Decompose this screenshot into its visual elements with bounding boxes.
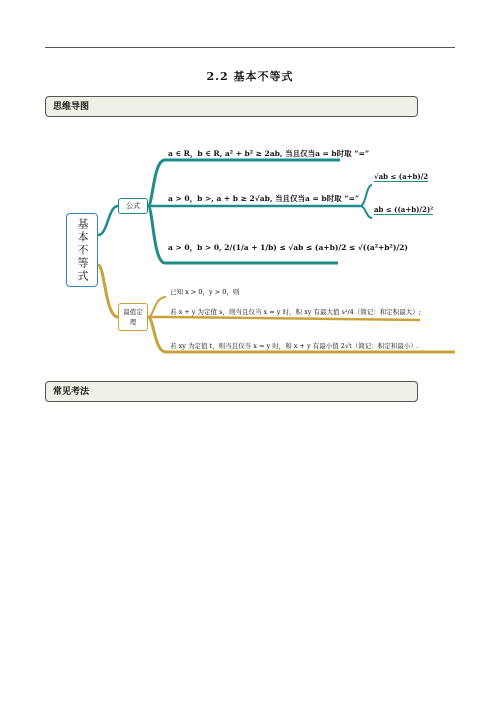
extreme-item-product: 若 xy 为定值 t，则当且仅当 x = y 时，和 x + y 有最小值 2√t（简记：积定和最小）.	[170, 342, 419, 350]
section-mindmap-heading: 思维导图	[45, 96, 418, 117]
formula-item-3: a > 0，b > 0, 2/(1/a + 1/b) ≤ √ab ≤ (a+b)/2 ≤ √((a²+b²)/2)	[168, 243, 408, 252]
formula-item-1: a ∈ R，b ∈ R, a² + b² ≥ 2ab, 当且仅当a = b时取 “=”	[168, 149, 370, 158]
branch-formula: 公式	[118, 198, 148, 214]
formula-side-1: √ab ≤ (a+b)/2	[374, 172, 429, 181]
formula-side-2: ab ≤ ((a+b)/2)²	[374, 205, 434, 214]
formula-item-2: a > 0，b >, a + b ≥ 2√ab, 当且仅当a = b时取 “=”	[168, 194, 360, 203]
branch-extreme-theorem: 最值定理	[118, 303, 148, 331]
extreme-item-premise: 已知 x > 0，y > 0，则	[170, 288, 240, 296]
page-title: 2.2 基本不等式	[206, 70, 294, 83]
section-common-heading: 常见考法	[45, 381, 418, 402]
mindmap-root-node: 基本不等式	[66, 213, 98, 287]
extreme-item-sum: 若 x + y 为定值 s，则当且仅当 x = y 时，积 xy 有最大值 s²/4（简记：和定积最大）;	[170, 308, 421, 316]
